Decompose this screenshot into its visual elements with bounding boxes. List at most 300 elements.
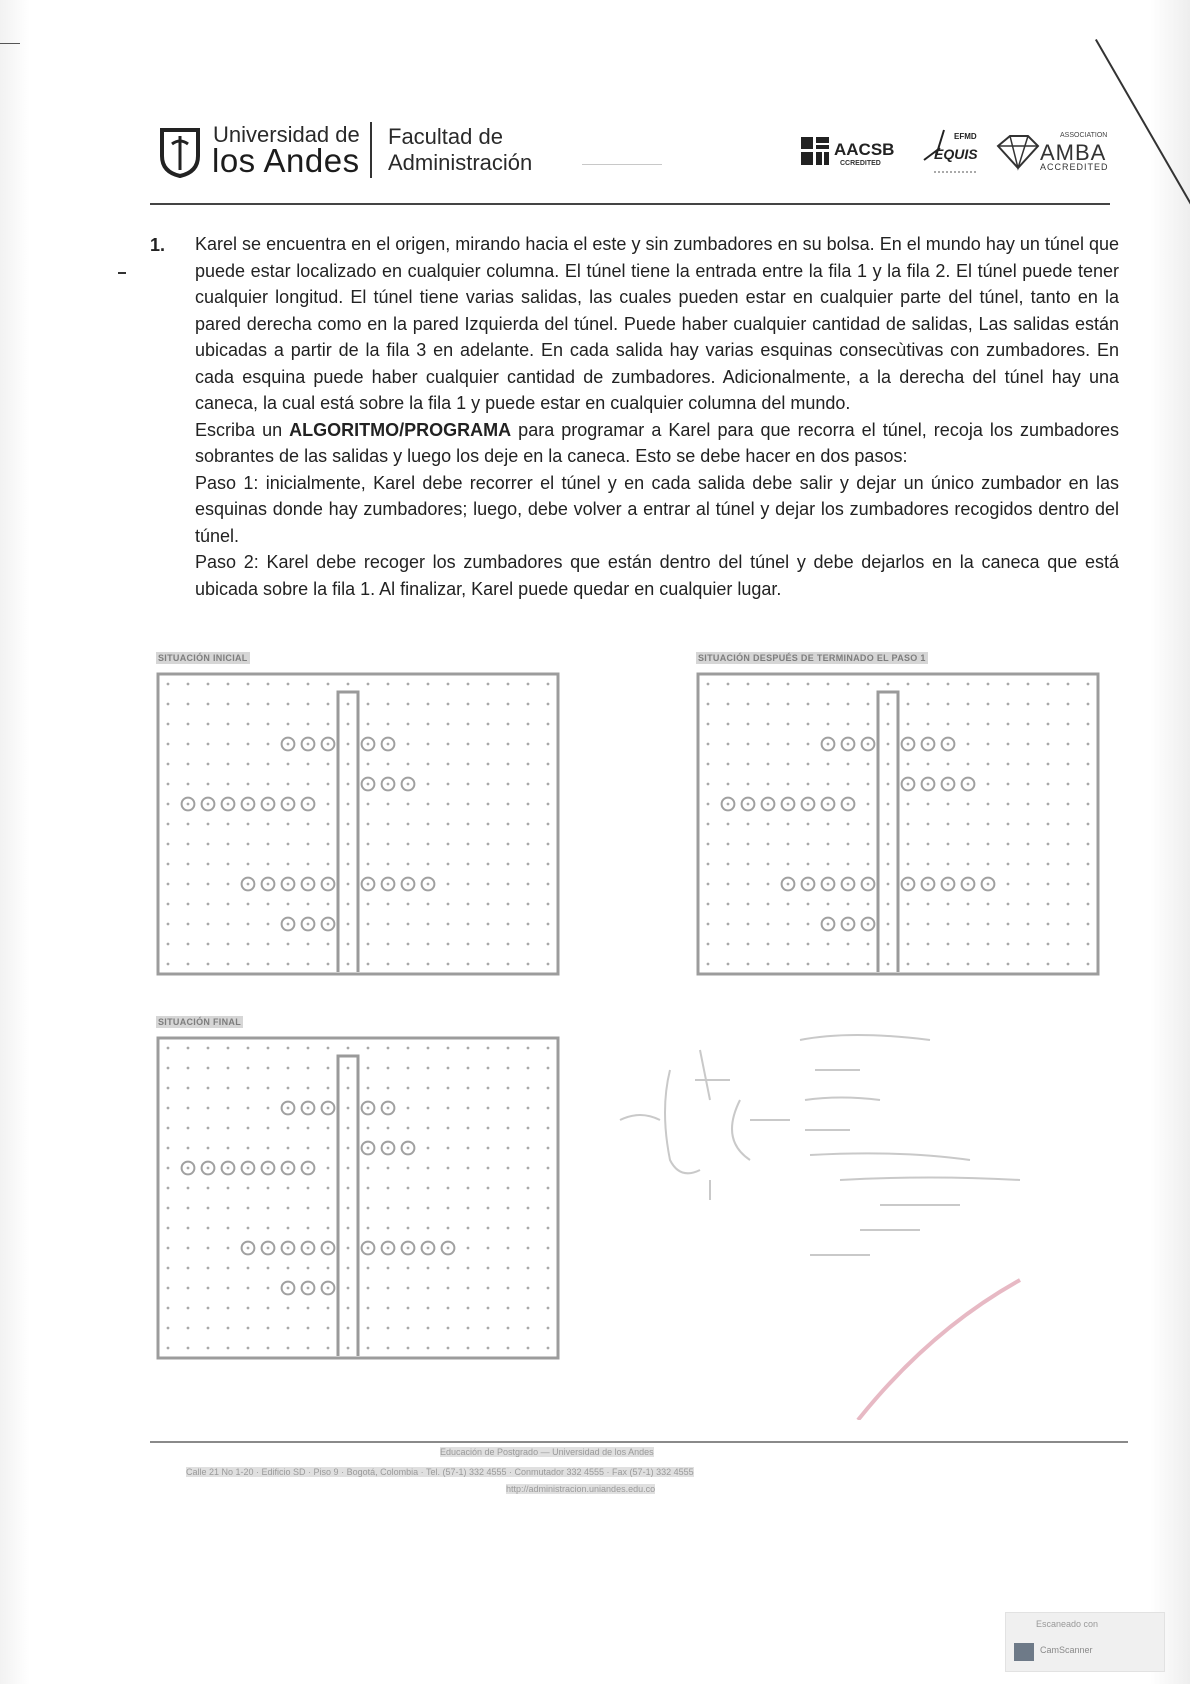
grid-dot (507, 1207, 510, 1210)
grid-dot (847, 863, 850, 866)
grid-dot (487, 723, 490, 726)
grid-dot (387, 1047, 390, 1050)
grid-dot (507, 1087, 510, 1090)
grid-dot (1087, 963, 1090, 966)
grid-dot (327, 1227, 330, 1230)
grid-dot (867, 843, 870, 846)
grid-dot (507, 763, 510, 766)
grid-dot (967, 943, 970, 946)
grid-dot (207, 1107, 210, 1110)
grid-dot (467, 723, 470, 726)
grid-dot (507, 903, 510, 906)
grid-dot (547, 1287, 550, 1290)
faculty-name-line2: Administración (388, 150, 533, 175)
grid-dot (947, 763, 950, 766)
grid-dot (167, 923, 170, 926)
grid-dot (407, 883, 410, 886)
grid-dot (867, 923, 870, 926)
grid-dot (187, 1307, 190, 1310)
grid-dot (827, 703, 830, 706)
grid-dot (167, 1087, 170, 1090)
grid-dot (867, 943, 870, 946)
grid-dot (927, 723, 930, 726)
grid-dot (1027, 943, 1030, 946)
grid-dot (1067, 683, 1070, 686)
grid-dot (867, 723, 870, 726)
grid-dot (887, 763, 890, 766)
grid-dot (547, 883, 550, 886)
grid-dot (907, 743, 910, 746)
grid-dot (387, 1307, 390, 1310)
grid-dot (287, 1307, 290, 1310)
grid-dot (1087, 743, 1090, 746)
grid-dot (847, 943, 850, 946)
grid-dot (227, 723, 230, 726)
grid-dot (347, 1227, 350, 1230)
grid-dot (547, 1107, 550, 1110)
grid-dot (387, 823, 390, 826)
grid-dot (247, 1247, 250, 1250)
grid-dot (967, 923, 970, 926)
grid-dot (267, 923, 270, 926)
grid-dot (447, 703, 450, 706)
grid-dot (267, 1127, 270, 1130)
grid-dot (227, 1307, 230, 1310)
grid-dot (327, 1187, 330, 1190)
grid-dot (467, 1127, 470, 1130)
grid-dot (787, 963, 790, 966)
uniandes-shield-icon (158, 126, 202, 178)
grid-dot (487, 783, 490, 786)
grid-dot (327, 883, 330, 886)
grid-dot (367, 943, 370, 946)
grid-dot (1027, 923, 1030, 926)
grid-dot (547, 963, 550, 966)
grid-dot (387, 1327, 390, 1330)
grid-dot (727, 903, 730, 906)
grid-dot (1087, 823, 1090, 826)
grid-dot (327, 803, 330, 806)
grid-dot (387, 703, 390, 706)
grid-dot (807, 763, 810, 766)
grid-dot (447, 1347, 450, 1350)
grid-dot (767, 903, 770, 906)
grid-dot (447, 1307, 450, 1310)
grid-dot (527, 683, 530, 686)
grid-dot (167, 863, 170, 866)
grid-dot (487, 1287, 490, 1290)
grid-dot (427, 963, 430, 966)
grid-dot (167, 1107, 170, 1110)
grid-dot (807, 703, 810, 706)
grid-dot (827, 803, 830, 806)
grid-dot (527, 1187, 530, 1190)
grid-dot (187, 763, 190, 766)
grid-dot (227, 1087, 230, 1090)
grid-dot (467, 1307, 470, 1310)
grid-dot (227, 843, 230, 846)
grid-dot (347, 1347, 350, 1350)
grid-dot (1047, 843, 1050, 846)
grid-dot (247, 1327, 250, 1330)
grid-dot (1007, 783, 1010, 786)
grid-dot (187, 683, 190, 686)
grid-dot (927, 943, 930, 946)
grid-dot (787, 943, 790, 946)
grid-dot (1007, 843, 1010, 846)
grid-dot (227, 1107, 230, 1110)
grid-dot (407, 1047, 410, 1050)
grid-dot (467, 763, 470, 766)
grid-dot (767, 963, 770, 966)
grid-dot (267, 683, 270, 686)
grid-dot (327, 743, 330, 746)
grid-dot (287, 1327, 290, 1330)
grid-dot (847, 763, 850, 766)
grid-dot (527, 1247, 530, 1250)
grid-dot (287, 683, 290, 686)
grid-dot (887, 923, 890, 926)
grid-dot (707, 783, 710, 786)
figure-after-step1 (696, 652, 1116, 1012)
footer-line-1: Educación de Postgrado — Universidad de los Andes (440, 1447, 654, 1457)
grid-dot (247, 883, 250, 886)
grid-dot (1007, 943, 1010, 946)
grid-dot (787, 923, 790, 926)
grid-dot (267, 1067, 270, 1070)
grid-dot (1067, 723, 1070, 726)
grid-dot (987, 823, 990, 826)
grid-dot (227, 943, 230, 946)
grid-dot (1067, 863, 1070, 866)
grid-dot (427, 1087, 430, 1090)
grid-dot (1047, 763, 1050, 766)
grid-dot (247, 1067, 250, 1070)
grid-dot (347, 1327, 350, 1330)
grid-dot (847, 743, 850, 746)
grid-dot (467, 743, 470, 746)
grid-dot (167, 723, 170, 726)
grid-dot (347, 843, 350, 846)
grid-dot (487, 1047, 490, 1050)
grid-dot (347, 1067, 350, 1070)
grid-dot (267, 783, 270, 786)
grid-dot (967, 863, 970, 866)
grid-dot (907, 863, 910, 866)
grid-dot (747, 683, 750, 686)
grid-dot (527, 1307, 530, 1310)
grid-dot (927, 743, 930, 746)
grid-dot (307, 1087, 310, 1090)
grid-dot (187, 1347, 190, 1350)
grid-dot (547, 1327, 550, 1330)
grid-dot (367, 923, 370, 926)
grid-dot (207, 1227, 210, 1230)
grid-dot (207, 903, 210, 906)
grid-dot (1027, 823, 1030, 826)
grid-dot (247, 783, 250, 786)
grid-dot (927, 863, 930, 866)
grid-dot (927, 683, 930, 686)
grid-dot (827, 763, 830, 766)
grid-dot (347, 823, 350, 826)
grid-dot (287, 783, 290, 786)
grid-dot (267, 963, 270, 966)
grid-dot (547, 1167, 550, 1170)
grid-dot (407, 1247, 410, 1250)
grid-dot (1067, 783, 1070, 786)
grid-dot (307, 963, 310, 966)
grid-dot (207, 1187, 210, 1190)
camscanner-watermark (1005, 1612, 1165, 1672)
grid-dot (547, 1267, 550, 1270)
grid-dot (167, 1287, 170, 1290)
grid-dot (327, 843, 330, 846)
grid-dot (387, 903, 390, 906)
figure-initial (156, 652, 562, 1012)
grid-dot (247, 1167, 250, 1170)
grid-dot (387, 723, 390, 726)
grid-dot (707, 743, 710, 746)
grid-dot (547, 1247, 550, 1250)
watermark-line-1: Escaneado con (1036, 1619, 1099, 1629)
grid-dot (927, 963, 930, 966)
grid-dot (487, 703, 490, 706)
question-body (195, 231, 1119, 602)
grid-dot (427, 783, 430, 786)
grid-dot (347, 1127, 350, 1130)
grid-dot (287, 903, 290, 906)
grid-dot (167, 783, 170, 786)
grid-dot (547, 1047, 550, 1050)
grid-dot (527, 903, 530, 906)
grid-dot (267, 943, 270, 946)
grid-dot (187, 1127, 190, 1130)
grid-dot (507, 1147, 510, 1150)
grid-dot (387, 1087, 390, 1090)
grid-dot (947, 723, 950, 726)
grid-dot (187, 803, 190, 806)
grid-dot (1087, 723, 1090, 726)
grid-dot (1047, 943, 1050, 946)
grid-dot (527, 1087, 530, 1090)
grid-dot (287, 703, 290, 706)
grid-dot (227, 743, 230, 746)
grid-dot (427, 1187, 430, 1190)
grid-dot (487, 843, 490, 846)
grid-dot (287, 1167, 290, 1170)
grid-dot (867, 863, 870, 866)
grid-dot (467, 803, 470, 806)
grid-dot (227, 763, 230, 766)
grid-dot (967, 763, 970, 766)
grid-dot (367, 1307, 370, 1310)
grid-dot (747, 703, 750, 706)
grid-dot (167, 703, 170, 706)
grid-dot (507, 1347, 510, 1350)
grid-dot (247, 683, 250, 686)
grid-dot (1067, 823, 1070, 826)
grid-dot (187, 843, 190, 846)
grid-dot (967, 783, 970, 786)
grid-dot (407, 963, 410, 966)
grid-dot (1087, 903, 1090, 906)
grid-dot (247, 723, 250, 726)
grid-dot (307, 1167, 310, 1170)
grid-dot (407, 863, 410, 866)
grid-dot (767, 723, 770, 726)
grid-dot (167, 883, 170, 886)
grid-dot (767, 703, 770, 706)
grid-dot (507, 783, 510, 786)
grid-dot (367, 1327, 370, 1330)
grid-dot (407, 1307, 410, 1310)
grid-dot (767, 763, 770, 766)
grid-dot (307, 743, 310, 746)
grid-dot (287, 863, 290, 866)
grid-dot (367, 703, 370, 706)
grid-dot (527, 1267, 530, 1270)
grid-dot (167, 763, 170, 766)
grid-dot (427, 1247, 430, 1250)
grid-dot (447, 1067, 450, 1070)
grid-dot (427, 1127, 430, 1130)
amba-accredited-text: ACCREDITED (1040, 162, 1109, 172)
grid-dot (367, 1067, 370, 1070)
grid-dot (467, 1327, 470, 1330)
grid-dot (387, 783, 390, 786)
grid-dot (407, 683, 410, 686)
grid-dot (347, 683, 350, 686)
grid-dot (347, 803, 350, 806)
grid-dot (487, 743, 490, 746)
grid-dot (1047, 783, 1050, 786)
grid-dot (447, 1287, 450, 1290)
grid-dot (287, 923, 290, 926)
grid-dot (727, 863, 730, 866)
grid-dot (887, 883, 890, 886)
grid-dot (347, 923, 350, 926)
grid-dot (407, 903, 410, 906)
grid-dot (467, 943, 470, 946)
grid-dot (507, 723, 510, 726)
grid-dot (547, 1347, 550, 1350)
grid-dot (1027, 903, 1030, 906)
grid-dot (427, 1047, 430, 1050)
grid-dot (287, 1347, 290, 1350)
grid-dot (427, 943, 430, 946)
grid-dot (867, 883, 870, 886)
grid-dot (447, 803, 450, 806)
grid-dot (187, 883, 190, 886)
grid-dot (167, 1127, 170, 1130)
grid-dot (307, 943, 310, 946)
grid-dot (187, 1067, 190, 1070)
grid-dot (407, 743, 410, 746)
p2-pre: Escriba un (195, 419, 290, 440)
grid-dot (1067, 883, 1070, 886)
karel-world-final (156, 1036, 562, 1396)
grid-dot (427, 1327, 430, 1330)
grid-dot (487, 1107, 490, 1110)
grid-dot (187, 1047, 190, 1050)
grid-dot (1027, 743, 1030, 746)
grid-dot (347, 763, 350, 766)
grid-dot (287, 1267, 290, 1270)
grid-dot (1027, 963, 1030, 966)
question-number: 1. (150, 235, 166, 255)
grid-dot (227, 963, 230, 966)
grid-dot (207, 843, 210, 846)
grid-dot (327, 683, 330, 686)
grid-dot (227, 1227, 230, 1230)
grid-dot (447, 1087, 450, 1090)
grid-dot (747, 803, 750, 806)
watermark-line-2: CamScanner (1040, 1645, 1093, 1655)
grid-dot (447, 1147, 450, 1150)
grid-dot (347, 1207, 350, 1210)
grid-dot (427, 843, 430, 846)
grid-dot (347, 1107, 350, 1110)
amba-association-text: ASSOCIATION (1060, 132, 1108, 139)
grid-dot (487, 823, 490, 826)
grid-dot (1027, 803, 1030, 806)
grid-dot (267, 1247, 270, 1250)
grid-dot (327, 1327, 330, 1330)
grid-dot (1087, 803, 1090, 806)
grid-dot (927, 903, 930, 906)
grid-dot (207, 863, 210, 866)
grid-dot (727, 743, 730, 746)
grid-dot (307, 1147, 310, 1150)
grid-dot (447, 823, 450, 826)
grid-dot (387, 1147, 390, 1150)
grid-dot (1007, 863, 1010, 866)
grid-dot (727, 723, 730, 726)
grid-dot (347, 723, 350, 726)
grid-dot (447, 743, 450, 746)
grid-dot (267, 843, 270, 846)
grid-dot (467, 1227, 470, 1230)
grid-dot (1007, 963, 1010, 966)
grid-dot (967, 803, 970, 806)
grid-dot (207, 1247, 210, 1250)
grid-dot (427, 703, 430, 706)
grid-dot (367, 1347, 370, 1350)
grid-dot (367, 863, 370, 866)
grid-dot (407, 1287, 410, 1290)
grid-dot (267, 1227, 270, 1230)
grid-dot (1047, 743, 1050, 746)
grid-dot (947, 843, 950, 846)
university-name-line2: los Andes (212, 142, 360, 179)
grid-dot (367, 1187, 370, 1190)
grid-dot (1067, 803, 1070, 806)
grid-dot (787, 683, 790, 686)
grid-dot (987, 703, 990, 706)
grid-dot (387, 883, 390, 886)
grid-dot (507, 823, 510, 826)
grid-dot (727, 843, 730, 846)
grid-dot (487, 1067, 490, 1070)
grid-dot (167, 1187, 170, 1190)
question-paragraph-2 (195, 417, 1119, 470)
grid-dot (907, 683, 910, 686)
grid-dot (427, 823, 430, 826)
grid-dot (407, 1067, 410, 1070)
grid-dot (407, 1227, 410, 1230)
karel-world-initial (156, 672, 562, 1012)
